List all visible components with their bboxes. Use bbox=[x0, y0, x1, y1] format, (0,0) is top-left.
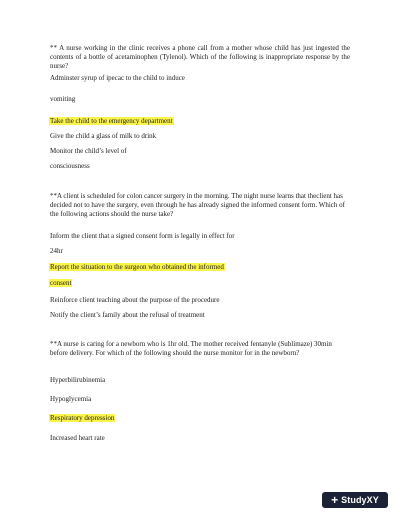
q3-option-line-4: Increased heart rate bbox=[50, 434, 105, 442]
q3-option-line-2: Hypoglycemia bbox=[50, 395, 92, 403]
q3-answer-text: Respiratory depression bbox=[50, 414, 115, 422]
q1-option-line-5: Monitor the child’s level of bbox=[50, 147, 127, 155]
question-1-stem: ** A nurse working in the clinic receives a phone call from a mother whose child has just ingested the contents of a bottle of acetaminophen (Tylenol). Which of the following is inappropriate response by the nurse? bbox=[50, 44, 350, 70]
q1-answer-text: Take the child to the emergency department bbox=[50, 117, 173, 125]
q2-answer-text-2: consent bbox=[50, 279, 72, 287]
q3-option-line-1: Hyperbilirubinemia bbox=[50, 376, 106, 384]
brand-name: StudyXY bbox=[341, 494, 379, 505]
studyxy-logo[interactable] bbox=[322, 492, 388, 508]
q2-option-line-5: Reinforce client teaching about the purpose of the procedure bbox=[50, 296, 220, 304]
q1-answer-highlight bbox=[49, 117, 174, 126]
q2-answer-highlight-1 bbox=[49, 263, 225, 272]
question-3-stem: **A nurse is caring for a newborn who is 1hr old. The mother received fentanyle (Sublimaze) 30min before delivery. For which of the following should the nurse monitor for in the newborn? bbox=[50, 340, 332, 357]
q2-answer-text-1: Report the situation to the surgeon who obtained the informed bbox=[50, 263, 224, 271]
q1-option-line-6: consciousness bbox=[50, 162, 90, 170]
q3-answer-highlight bbox=[49, 414, 115, 423]
q1-option-line-1: Adminster syrup of ipecac to the child to induce bbox=[50, 74, 185, 82]
q1-option-line-4: Give the child a glass of milk to drink bbox=[50, 132, 157, 140]
q2-option-line-6: Notify the client’s family about the refusal of treatment bbox=[50, 311, 205, 319]
q2-option-line-1: Inform the client that a signed consent form is legally in effect for bbox=[50, 232, 235, 240]
plus-icon: + bbox=[331, 493, 339, 507]
q2-option-line-2: 24hr bbox=[50, 247, 63, 255]
question-2-stem: **A client is scheduled for colon cancer surgery in the morning. The night nurse learns that theclient has decided not to have the surgery, even through he has already signed the informed consent form. Which of the following actions should the nurse take? bbox=[50, 192, 345, 218]
q2-answer-highlight-2 bbox=[49, 279, 72, 288]
q1-option-line-2: vomiting bbox=[50, 95, 76, 103]
